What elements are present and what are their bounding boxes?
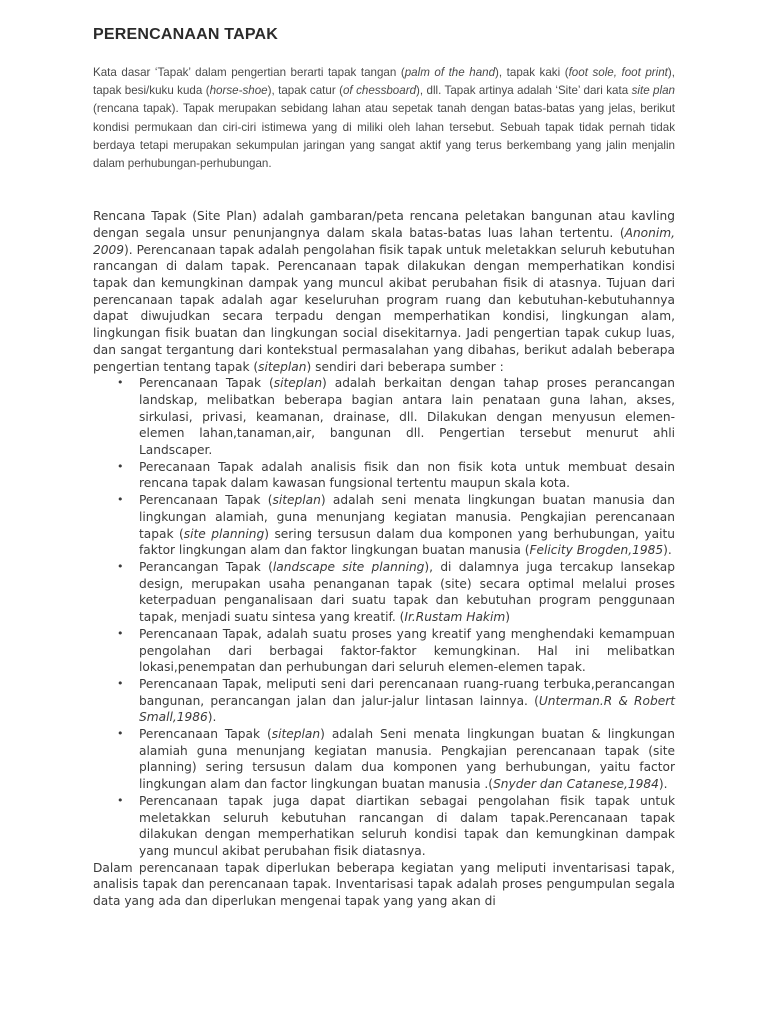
closing-paragraph: Dalam perencanaan tapak diperlukan beberapa kegiatan yang meliputi inventarisasi tapak, analisis tapak dan perencanaan tapak. Inventarisasi tapak adalah proses pengumpulan segala data yang ada dan diperlukan mengenai tapak yang yang akan di — [93, 860, 675, 909]
intro-paragraph — [93, 64, 675, 173]
item-text: Perecanaan Tapak adalah analisis fisik dan non fisik kota untuk membuat desain rencana tapak dalam kawasan fungsional tertentu maupun skala kota. — [139, 459, 675, 491]
intro-text: ), dll. Tapak artinya adalah ‘Site’ dari kata — [416, 84, 632, 98]
main-text: Rencana Tapak (Site Plan) adalah gambaran/peta rencana peletakan bangunan atau kavling dengan segala unsur penunjangnya dalam skala batas-batas luas lahan tertentu. ( — [93, 209, 675, 240]
intro-italic: site plan — [631, 84, 675, 98]
intro-text: Kata dasar ‘Tapak’ dalam pengertian berarti tapak tangan ( — [93, 66, 405, 79]
item-text: ), di dalamnya juga tercakup lansekap design, merupakan usaha penanganan tapak (site) secara optimal melalui proses keterpaduan penganalisaan dari suatu tapak dan kebutuhan program penggunaan tapak, menjadi suatu sintesa yang kreatif. ( — [139, 559, 675, 625]
main-italic: siteplan — [258, 359, 307, 374]
item-italic: siteplan — [272, 493, 321, 508]
list-item — [117, 492, 675, 559]
item-italic: siteplan — [273, 376, 323, 391]
bullet-icon: • — [117, 793, 124, 807]
item-text: ) adalah berkaitan dengan tahap proses perancangan landskap, melibatkan beberapa bagian antara lain penataan guna lahan, akses, sirkulasi, privasi, keamanan, drainase, dll. Dilakukan dengan menyusun elemen-elemen lahan,tanaman,air, bangunan dll. Pengertian tersebut menurut ahli Landscaper. — [139, 376, 676, 458]
item-italic: siteplan — [271, 727, 321, 742]
item-italic: site planning — [183, 526, 265, 541]
intro-italic: foot sole, foot print — [568, 66, 668, 79]
item-text: ) — [505, 610, 511, 625]
item-text: ). — [207, 710, 217, 725]
list-item — [117, 676, 675, 726]
list-item — [117, 793, 675, 860]
list-item — [117, 559, 675, 626]
item-italic: Felicity Brogden,1985 — [529, 543, 664, 558]
bullet-icon: • — [117, 493, 124, 507]
item-text: ) sering tersusun dalam dua komponen yang berhubungan, yaitu faktor lingkungan alam dan faktor lingkungan buatan manusia ( — [139, 526, 675, 558]
main-text: ). Perencanaan tapak adalah pengolahan fisik tapak untuk meletakkan seluruh kebutuhan rancangan di dalam tapak. Perencanaan tapak dilakukan dengan memperhatikan kondisi tapak dan kemungkinan dampak yang muncul akibat perubahan fisik di atasnya. Tujuan dari perencanaan tapak adalah agar keseluruhan program ruang dan kebutuhan-kebutuhannya dapat diwujudkan secara terpadu dengan memperhatikan kondisi, lingkungan alam, lingkungan fisik buatan dan lingkungan social disekitarnya. Jadi pengertian tapak cukup luas, dan sangat tergantung dari kontekstual permasalahan yang dibahas, berikut adalah beberapa pengertian tentang tapak ( — [93, 242, 675, 374]
item-italic: landscape site planning — [272, 559, 425, 574]
item-italic: Snyder dan Catanese,1984 — [493, 777, 659, 792]
main-paragraph — [93, 208, 675, 375]
intro-italic: palm of the hand — [404, 66, 496, 79]
document-page — [93, 26, 675, 910]
bullet-icon: • — [117, 727, 124, 741]
item-text: Perencanaan Tapak, adalah suatu proses yang kreatif yang menghendaki kemampuan pengolahan dari berbagai faktor-faktor kemungkinan. Hal ini melibatkan lokasi,penempatan dan perhubungan dari seluruh elemen-elemen tapak. — [139, 626, 675, 675]
item-text: Perencanaan Tapak ( — [139, 493, 273, 508]
item-italic: Unterman.R & Robert Small,1986 — [139, 693, 675, 725]
item-text: ) adalah seni menata lingkungan buatan manusia dan lingkungan alamiah, guna menunjang kegiatan manusia. Pengkajian perencanaan tapak ( — [139, 493, 675, 541]
intro-italic: horse-shoe — [209, 84, 268, 98]
item-text: Perencanaan Tapak ( — [139, 727, 272, 742]
bullet-icon: • — [117, 459, 124, 473]
page-title: PERENCANAAN TAPAK — [93, 26, 279, 43]
intro-italic: of chessboard — [342, 84, 417, 98]
intro-text: ), tapak catur ( — [267, 84, 343, 98]
item-text: Perencanaan Tapak ( — [139, 376, 274, 391]
main-text: ) sendiri dari beberapa sumber : — [306, 359, 504, 374]
list-item — [117, 626, 675, 676]
bullet-icon: • — [117, 676, 124, 690]
item-text: Perencanaan tapak juga dapat diartikan sebagai pengolahan fisik tapak untuk meletakkan seluruh kebutuhan rancangan di dalam tapak.Perencanaan tapak dilakukan dengan memperhatikan seluruh kondisi tapak dan kemungkinan dampak yang muncul akibat perubahan fisik diatasnya. — [139, 793, 675, 858]
bullet-icon: • — [117, 376, 124, 390]
item-text: ) adalah Seni menata lingkungan buatan & lingkungan alamiah guna menunjang kegiatan manusia. Pengkajian perencanaan tapak (site planning) sering tersusun dalam dua komponen yang berhubungan, yaitu factor lingkungan alam dan factor lingkungan buatan manusia .( — [139, 727, 675, 792]
item-text: Perancangan Tapak ( — [139, 559, 273, 574]
intro-text: (rencana tapak). Tapak merupakan sebidang lahan atau sepetak tanah dengan batas-batas yang jelas, berikut kondisi permukaan dan ciri-ciri istimewa yang di miliki oleh lahan tersebut. Sebuah tapak tidak pernah tidak berdaya tetapi merupakan sekumpulan jaringan yang sangat aktif yang terus berkembang yang jalin menjalin dalam perhubungan-perhubungan. — [93, 102, 675, 171]
bullet-icon: • — [117, 626, 124, 640]
intro-text: ), tapak kaki ( — [495, 66, 569, 79]
list-item — [117, 375, 676, 459]
list-item — [117, 459, 675, 492]
item-italic: Ir.Rustam Hakim — [404, 610, 506, 625]
main-italic: Anonim, 2009 — [93, 225, 675, 257]
item-text: ). — [658, 777, 668, 792]
bullet-icon: • — [117, 559, 124, 573]
item-text: Perencanaan Tapak, meliputi seni dari perencanaan ruang-ruang terbuka,perancangan bangunan, perancangan jalan dan jalur-jalur lintasan lainnya. ( — [139, 676, 675, 708]
intro-text: ), tapak besi/kuku kuda ( — [93, 66, 675, 98]
item-text: ). — [663, 543, 672, 558]
list-item — [117, 726, 675, 793]
definition-list — [93, 375, 675, 859]
